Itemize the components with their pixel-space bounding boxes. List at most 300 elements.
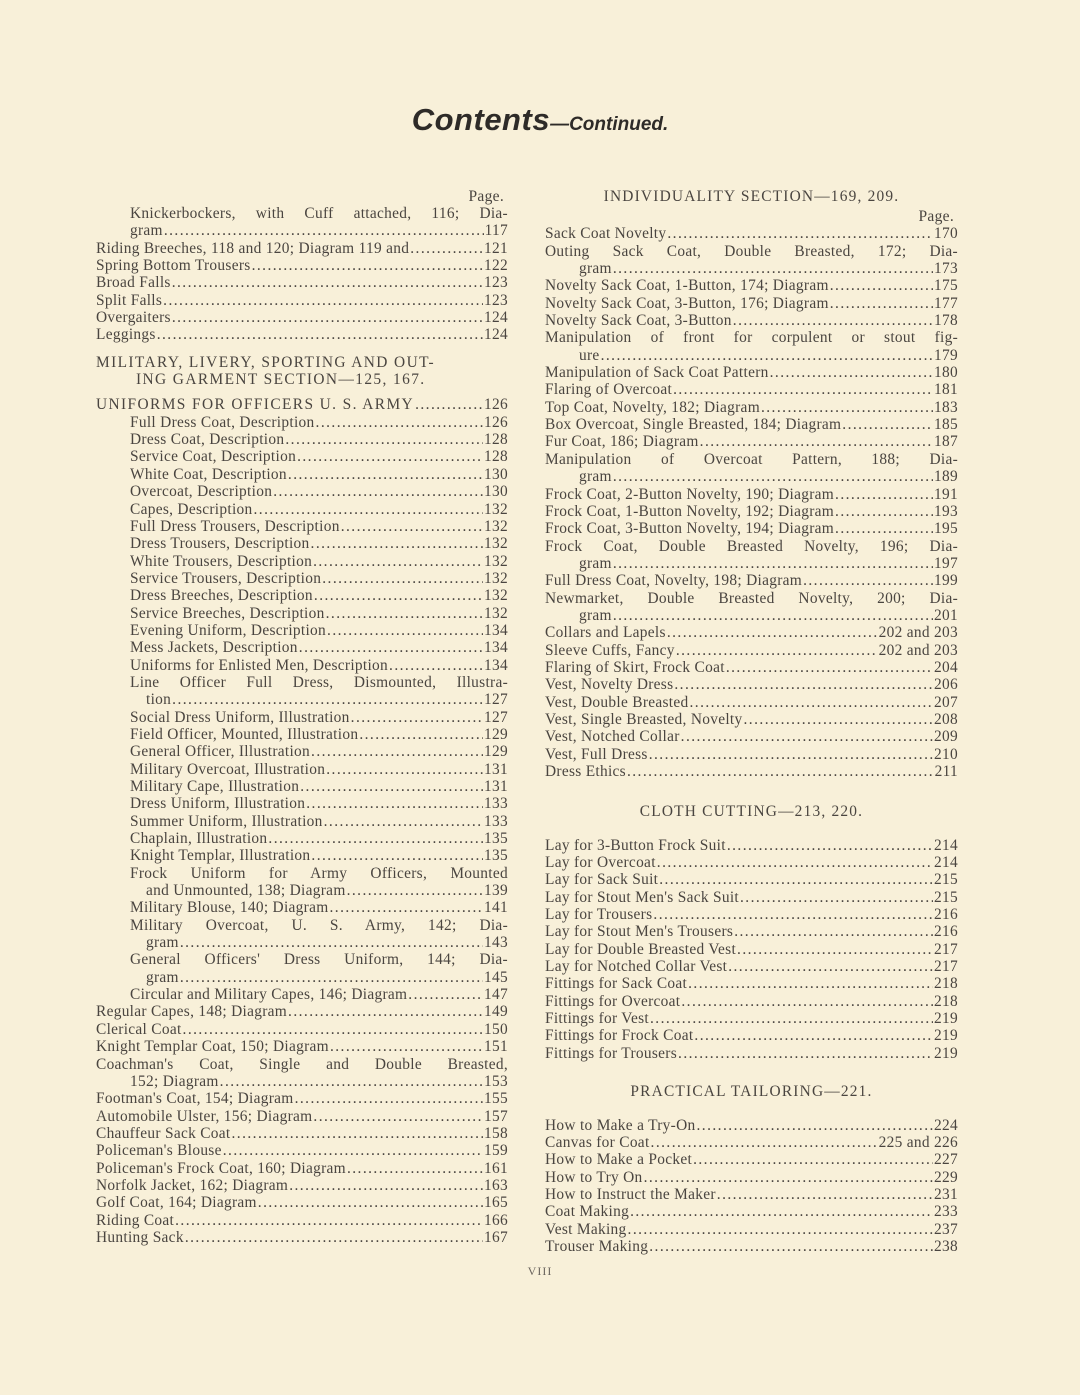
entry-title: Novelty Sack Coat, 1-Button, 174; Diagram — [545, 277, 829, 295]
entry-page: 199 — [934, 572, 958, 590]
toc-entry — [545, 1221, 958, 1238]
entry-title: Regular Capes, 148; Diagram — [96, 1003, 288, 1021]
entry-title: Fur Coat, 186; Diagram — [545, 433, 699, 451]
dot-leader — [740, 889, 933, 906]
dot-leader — [674, 676, 933, 693]
dot-leader — [316, 414, 483, 431]
toc-entry — [96, 813, 508, 830]
dot-leader — [728, 958, 933, 975]
dot-leader — [306, 795, 483, 812]
entry-title: gram — [579, 606, 612, 624]
toc-entry-line: Outing Sack Coat, Double Breasted, 172; Dia- — [545, 242, 958, 260]
dot-leader — [258, 1194, 483, 1211]
entry-page: 143 — [484, 934, 508, 952]
entry-page: 135 — [484, 847, 508, 865]
toc-entry — [96, 483, 508, 500]
right-column — [545, 188, 958, 1255]
dot-leader — [700, 433, 933, 450]
entry-page: 238 — [934, 1237, 958, 1255]
toc-entry — [96, 1177, 508, 1194]
dot-leader — [289, 1177, 483, 1194]
entry-page: 139 — [484, 882, 508, 900]
right-block-1 — [545, 225, 958, 780]
entry-title: Riding Breeches, 118 and 120; Diagram 119 and — [96, 239, 410, 257]
toc-entry — [96, 1090, 508, 1107]
toc-entry — [545, 746, 958, 763]
toc-entry — [96, 1038, 508, 1055]
page-title — [0, 102, 1080, 138]
toc-entry-line: Coachman's Coat, Single and Double Breasted, — [96, 1055, 508, 1073]
toc-entry — [96, 553, 508, 570]
toc-entry — [96, 778, 508, 795]
toc-entry — [545, 1027, 958, 1044]
entry-page: 218 — [934, 975, 958, 993]
dot-leader — [408, 986, 483, 1003]
dot-leader — [613, 468, 933, 485]
entry-title: gram — [579, 260, 612, 278]
toc-entry — [545, 416, 958, 433]
dot-leader — [733, 312, 933, 329]
entry-page: 179 — [934, 346, 958, 364]
toc-entry — [545, 993, 958, 1010]
entry-page: 132 — [484, 569, 508, 587]
entry-title: Frock Coat, 1-Button Novelty, 192; Diagram — [545, 502, 835, 520]
entry-title: Vest Making — [545, 1220, 627, 1238]
entry-page: 145 — [484, 968, 508, 986]
entry-page: 132 — [484, 500, 508, 518]
entry-page: 173 — [934, 260, 958, 278]
dot-leader — [601, 347, 933, 364]
entry-page: 165 — [484, 1194, 508, 1212]
toc-entry — [545, 1045, 958, 1062]
toc-entry — [545, 295, 958, 312]
section-heading-individuality: INDIVIDUALITY SECTION—169, 209. — [603, 188, 900, 205]
toc-entry — [96, 326, 508, 343]
entry-title: Vest, Full Dress — [545, 745, 648, 763]
dot-leader — [681, 728, 933, 745]
entry-title: Dress Coat, Description — [130, 431, 285, 449]
toc-entry — [96, 448, 508, 465]
toc-entry — [545, 854, 958, 871]
entry-page: 147 — [484, 986, 508, 1004]
dot-leader — [613, 607, 933, 624]
toc-entry — [545, 1151, 958, 1168]
entry-title: Knight Templar, Illustration — [130, 847, 311, 865]
dot-leader — [327, 622, 483, 639]
dot-leader — [613, 260, 933, 277]
entry-page: 126 — [484, 413, 508, 431]
dot-leader — [410, 240, 483, 257]
dot-leader — [649, 1238, 933, 1255]
toc-entry — [96, 761, 508, 778]
entry-title: Mess Jackets, Description — [130, 639, 298, 657]
entry-title: Full Dress Coat, Novelty, 198; Diagram — [545, 572, 803, 590]
entry-page: 219 — [934, 1010, 958, 1028]
entry-page: 126 — [484, 396, 508, 414]
entry-page: 159 — [484, 1142, 508, 1160]
toc-entry — [96, 535, 508, 552]
toc-entry — [96, 934, 508, 951]
entry-title: How to Make a Pocket — [545, 1151, 693, 1169]
heading-line-1: MILITARY, LIVERY, SPORTING AND OUT- — [96, 353, 436, 371]
dot-leader — [220, 1073, 483, 1090]
toc-entry — [96, 605, 508, 622]
entry-title: Automobile Ulster, 156; Diagram — [96, 1107, 313, 1125]
entry-title: Service Trousers, Description — [130, 569, 322, 587]
toc-entry — [96, 309, 508, 326]
toc-entry — [545, 676, 958, 693]
dot-leader — [659, 871, 933, 888]
entry-title: Trouser Making — [545, 1237, 649, 1255]
entry-title: gram — [146, 968, 179, 986]
entry-title: Clerical Coat — [96, 1020, 182, 1038]
toc-entry — [545, 520, 958, 537]
dot-leader — [311, 535, 483, 552]
dot-leader — [288, 466, 483, 483]
entry-page: 134 — [484, 621, 508, 639]
toc-entry — [545, 381, 958, 398]
toc-entry — [96, 396, 508, 413]
heading-line-2: ING GARMENT SECTION—125, 167. — [136, 371, 426, 389]
entry-title: Chauffeur Sack Coat — [96, 1124, 231, 1142]
toc-entry — [545, 260, 958, 277]
entry-title: Field Officer, Mounted, Illustration — [130, 725, 359, 743]
toc-entry — [545, 399, 958, 416]
toc-entry — [96, 726, 508, 743]
entry-title: Circular and Military Capes, 146; Diagram — [130, 986, 408, 1004]
dot-leader — [164, 222, 484, 239]
dot-leader — [273, 483, 483, 500]
entry-page: 167 — [484, 1228, 508, 1246]
entry-page: 189 — [934, 468, 958, 486]
entry-title: Lay for Notched Collar Vest — [545, 958, 728, 976]
toc-entry — [96, 899, 508, 916]
toc-entry — [96, 1108, 508, 1125]
dot-leader — [653, 906, 933, 923]
toc-entry — [545, 347, 958, 364]
dot-leader — [326, 605, 483, 622]
entry-title: Vest, Single Breasted, Novelty — [545, 710, 743, 728]
entry-title: Fittings for Trousers — [545, 1044, 678, 1062]
entry-page: 117 — [484, 222, 508, 240]
toc-entry — [96, 830, 508, 847]
toc-entry-line: Knickerbockers, with Cuff attached, 116; Dia- — [130, 205, 508, 222]
entry-page: 208 — [934, 710, 958, 728]
dot-leader — [347, 882, 483, 899]
dot-leader — [627, 763, 934, 780]
dot-leader — [613, 555, 933, 572]
entry-page: 224 — [934, 1116, 958, 1134]
dot-leader — [314, 587, 483, 604]
entry-page: 130 — [484, 465, 508, 483]
entry-page: 180 — [934, 364, 958, 382]
entry-page: 202 and 203 — [878, 624, 958, 642]
dot-leader — [330, 1038, 483, 1055]
entry-title: Military Blouse, 140; Diagram — [130, 899, 329, 917]
entry-page: 127 — [484, 708, 508, 726]
toc-entry — [96, 274, 508, 291]
entry-title: gram — [130, 222, 163, 240]
dot-leader — [667, 225, 933, 242]
entry-page: 131 — [484, 778, 508, 795]
entry-page: 225 and 226 — [878, 1133, 958, 1151]
entry-page: 151 — [484, 1038, 508, 1056]
toc-entry — [545, 659, 958, 676]
entry-page: 214 — [934, 854, 958, 872]
entry-page: 177 — [934, 294, 958, 312]
entry-title: Lay for Overcoat — [545, 854, 656, 872]
entry-page: 155 — [484, 1090, 508, 1108]
dot-leader — [163, 292, 483, 309]
dot-leader — [326, 761, 483, 778]
dot-leader — [694, 1027, 933, 1044]
dot-leader — [649, 746, 933, 763]
toc-entry — [545, 642, 958, 659]
entry-page: 187 — [934, 433, 958, 451]
dot-leader — [172, 309, 483, 326]
entry-title: Frock Coat, 2-Button Novelty, 190; Diagram — [545, 485, 835, 503]
toc-entry — [545, 1134, 958, 1151]
entry-title: Broad Falls — [96, 274, 171, 292]
left-block-2 — [96, 396, 508, 1246]
dot-leader — [330, 899, 484, 916]
entry-title: Vest, Notched Collar — [545, 728, 680, 746]
title-sub: —Continued. — [550, 114, 669, 135]
entry-title: Chaplain, Illustration — [130, 830, 268, 848]
entry-title: Policeman's Frock Coat, 160; Diagram — [96, 1159, 346, 1177]
entry-page: 166 — [484, 1211, 508, 1229]
toc-entry — [96, 882, 508, 899]
dot-leader — [285, 431, 483, 448]
dot-leader — [667, 624, 878, 641]
toc-entry — [545, 1010, 958, 1027]
dot-leader — [157, 326, 483, 343]
entry-page: 215 — [934, 888, 958, 906]
entry-page: 127 — [484, 691, 508, 709]
entry-title: Dress Ethics — [545, 763, 626, 780]
dot-leader — [737, 941, 933, 958]
toc-entry — [545, 1238, 958, 1255]
dot-leader — [347, 1160, 483, 1177]
entry-page: 124 — [484, 309, 508, 327]
toc-entry-line: General Officers' Dress Uniform, 144; Dia- — [130, 951, 508, 969]
toc-entry — [545, 889, 958, 906]
left-column — [96, 188, 508, 1246]
entry-title: Fittings for Frock Coat — [545, 1027, 694, 1045]
toc-entry — [96, 587, 508, 604]
dot-leader — [311, 847, 483, 864]
dot-leader — [835, 503, 933, 520]
entry-title: Spring Bottom Trousers — [96, 257, 251, 275]
toc-entry — [96, 969, 508, 986]
entry-title: Sack Coat Novelty — [545, 225, 667, 243]
dot-leader — [254, 501, 483, 518]
entry-title: Vest, Double Breasted — [545, 693, 689, 711]
dot-leader — [300, 778, 483, 795]
dot-leader — [734, 923, 933, 940]
toc-entry — [96, 570, 508, 587]
toc-entry — [96, 240, 508, 257]
entry-page: 204 — [934, 658, 958, 676]
toc-entry — [96, 1142, 508, 1159]
entry-title: Manipulation of Sack Coat Pattern — [545, 364, 769, 382]
dot-leader — [183, 1021, 483, 1038]
entry-page: 218 — [934, 992, 958, 1010]
dot-leader — [180, 934, 483, 951]
entry-page: 131 — [484, 760, 508, 778]
toc-entry — [96, 1003, 508, 1020]
entry-page: 149 — [484, 1003, 508, 1021]
entry-page: 133 — [484, 795, 508, 813]
entry-page: 129 — [484, 725, 508, 743]
toc-entry — [96, 709, 508, 726]
page-number: VIII — [527, 1264, 553, 1278]
entry-page: 216 — [934, 906, 958, 924]
toc-entry-line: Line Officer Full Dress, Dismounted, Illustra- — [130, 673, 508, 691]
entry-title: gram — [579, 554, 612, 572]
toc-entry — [545, 503, 958, 520]
toc-entry — [545, 433, 958, 450]
toc-entry — [96, 466, 508, 483]
entry-title: Evening Uniform, Description — [130, 621, 327, 639]
page-label-right: Page. — [918, 208, 954, 226]
toc-entry — [96, 847, 508, 864]
dot-leader — [359, 726, 483, 743]
dot-leader — [389, 657, 483, 674]
entry-title: How to Make a Try-On — [545, 1116, 696, 1134]
entry-page: 210 — [934, 745, 958, 763]
toc-entry — [545, 1169, 958, 1186]
dot-leader — [726, 659, 933, 676]
entry-page: 133 — [484, 812, 508, 830]
entry-title: Canvas for Coat — [545, 1133, 650, 1151]
dot-leader — [678, 1045, 933, 1062]
dot-leader — [232, 1125, 484, 1142]
dot-leader — [288, 1003, 483, 1020]
entry-page: 130 — [484, 483, 508, 501]
dot-leader — [651, 1134, 878, 1151]
dot-leader — [688, 975, 933, 992]
entry-title: Leggings — [96, 326, 156, 344]
entry-page: 209 — [934, 728, 958, 746]
entry-title: Knight Templar Coat, 150; Diagram — [96, 1038, 329, 1056]
entry-page: 123 — [484, 274, 508, 292]
toc-entry — [545, 312, 958, 329]
entry-page: 122 — [484, 257, 508, 275]
entry-title: Flaring of Overcoat — [545, 381, 673, 399]
entry-page: 231 — [934, 1185, 958, 1203]
entry-title: Lay for Double Breasted Vest — [545, 940, 737, 958]
entry-page: 183 — [934, 398, 958, 416]
dot-leader — [690, 694, 934, 711]
toc-entry — [545, 975, 958, 992]
toc-entry — [96, 518, 508, 535]
toc-entry — [545, 837, 958, 854]
entry-title: Lay for Trousers — [545, 906, 653, 924]
dot-leader — [628, 1221, 933, 1238]
toc-entry — [96, 622, 508, 639]
entry-title: Footman's Coat, 154; Diagram — [96, 1090, 294, 1108]
entry-title: Vest, Novelty Dress — [545, 676, 674, 694]
dot-leader — [172, 274, 483, 291]
entry-page: 237 — [934, 1220, 958, 1238]
dot-leader — [297, 448, 483, 465]
toc-entry — [96, 292, 508, 309]
toc-entry — [545, 871, 958, 888]
entry-title: Overgaiters — [96, 309, 171, 327]
entry-title: Fittings for Overcoat — [545, 992, 681, 1010]
entry-title: Fittings for Vest — [545, 1010, 650, 1028]
entry-title: Full Dress Coat, Description — [130, 413, 315, 431]
toc-entry — [545, 711, 958, 728]
entry-page: 216 — [934, 923, 958, 941]
entry-title: Coat Making — [545, 1203, 630, 1221]
toc-entry — [96, 431, 508, 448]
entry-page: 163 — [484, 1176, 508, 1194]
entry-page: 132 — [484, 604, 508, 622]
dot-leader — [650, 1010, 933, 1027]
toc-entry — [96, 986, 508, 1003]
entry-title: White Coat, Description — [130, 465, 287, 483]
entry-page: 214 — [934, 836, 958, 854]
toc-entry-line: Frock Uniform for Army Officers, Mounted — [130, 864, 508, 882]
entry-title: Novelty Sack Coat, 3-Button, 176; Diagram — [545, 294, 829, 312]
toc-entry — [96, 1160, 508, 1177]
toc-entry — [545, 572, 958, 589]
toc-entry-line: Manipulation of front for corpulent or stout fig- — [545, 329, 958, 347]
entry-page: 217 — [934, 958, 958, 976]
toc-entry-line: Manipulation of Overcoat Pattern, 188; Dia- — [545, 450, 958, 468]
section-heading-military — [96, 354, 508, 389]
dot-leader — [693, 1151, 933, 1168]
entry-title: White Trousers, Description — [130, 552, 313, 570]
entry-page: 158 — [484, 1124, 508, 1142]
toc-entry — [545, 607, 958, 624]
entry-page: 132 — [484, 552, 508, 570]
entry-page: 132 — [484, 587, 508, 605]
toc-entry — [545, 1186, 958, 1203]
entry-page: 132 — [484, 517, 508, 535]
dot-leader — [697, 1117, 934, 1134]
dot-leader — [313, 1108, 483, 1125]
toc-entry — [96, 743, 508, 760]
entry-page: 170 — [934, 225, 958, 243]
toc-entry-line: Newmarket, Double Breasted Novelty, 200; Dia- — [545, 589, 958, 607]
toc-entry — [96, 639, 508, 656]
entry-title: Social Dress Uniform, Illustration — [130, 708, 350, 726]
entry-title: Policeman's Blouse — [96, 1142, 222, 1160]
dot-leader — [252, 257, 483, 274]
dot-leader — [803, 572, 933, 589]
entry-title: Lay for Stout Men's Sack Suit — [545, 888, 740, 906]
dot-leader — [313, 553, 483, 570]
dot-leader — [415, 396, 483, 413]
toc-entry — [545, 277, 958, 294]
toc-entry — [545, 906, 958, 923]
entry-page: 128 — [484, 431, 508, 449]
toc-entry — [545, 486, 958, 503]
entry-page: 178 — [934, 312, 958, 330]
entry-title: Military Cape, Illustration — [130, 778, 300, 795]
entry-page: 197 — [934, 554, 958, 572]
entry-page: 202 and 203 — [878, 641, 958, 659]
entry-title: Collars and Lapels — [545, 624, 666, 642]
entry-title: gram — [579, 468, 612, 486]
entry-title: Flaring of Skirt, Frock Coat — [545, 658, 725, 676]
dot-leader — [770, 364, 933, 381]
entry-page: 229 — [934, 1168, 958, 1186]
toc-entry — [96, 1073, 508, 1090]
